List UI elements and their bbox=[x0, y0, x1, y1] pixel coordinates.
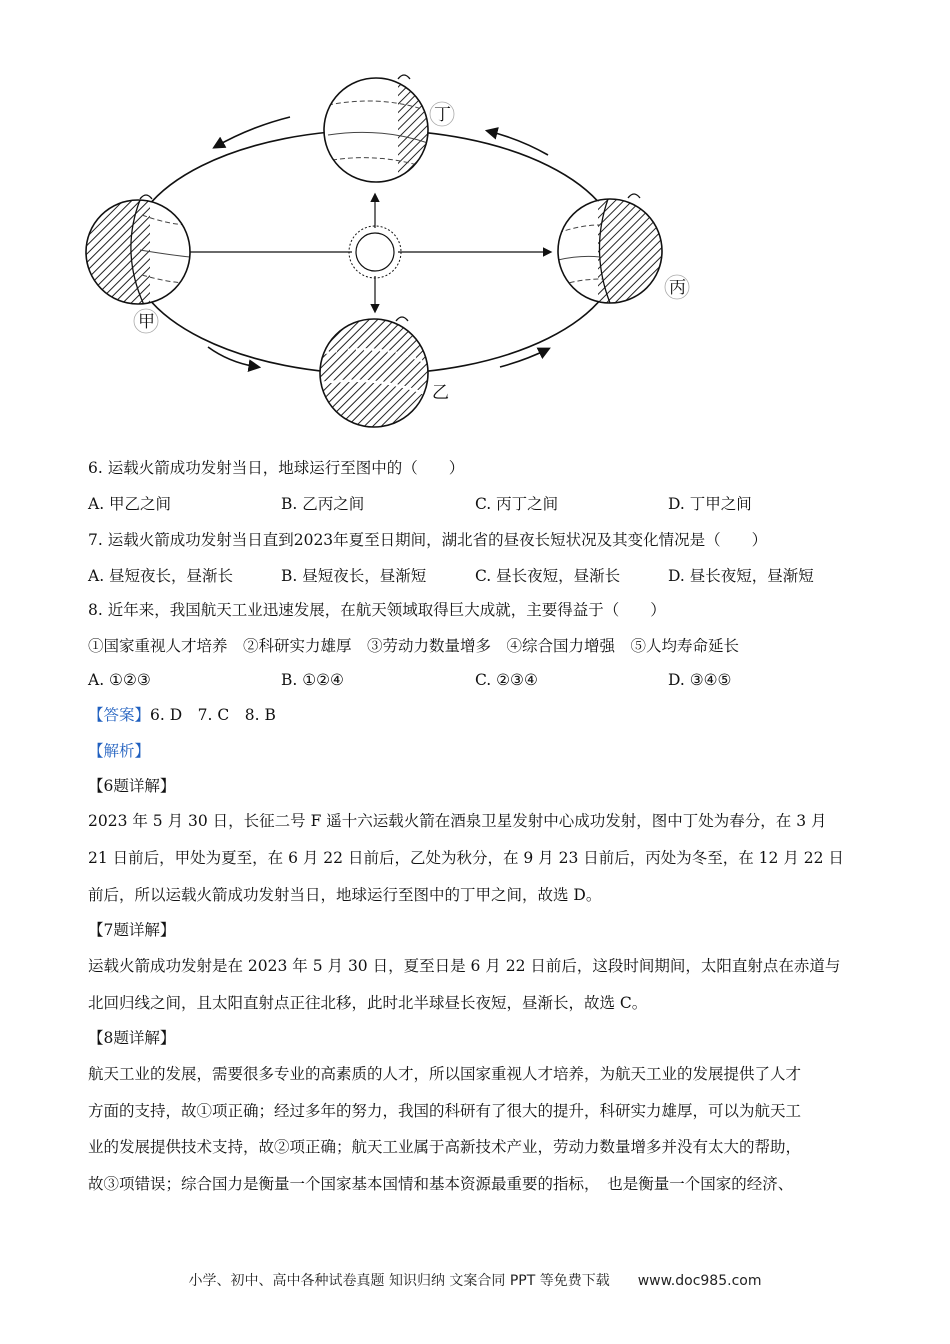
d6-line-1: 2023 年 5 月 30 日，长征二号 F 遥十六运载火箭在酒泉卫星发射中心成功发射，图中丁处为春分，在 3 月 bbox=[88, 812, 827, 830]
orbit-arrow-top-left bbox=[215, 117, 290, 147]
answer-tag: 【答案】 bbox=[88, 706, 151, 724]
q6-stem: 6. 运载火箭成功发射当日，地球运行至图中的（ ） bbox=[88, 459, 465, 477]
q7-option-c: C. 昼长夜短，昼渐长 bbox=[475, 567, 621, 585]
d6-line-2: 21 日前后，甲处为夏至，在 6 月 22 日前后，乙处为秋分，在 9 月 23 日前后，丙处为冬至，在 12 月 22 日 bbox=[88, 849, 844, 867]
q8-option-a: A. ①②③ bbox=[88, 671, 151, 689]
label-jia: 甲 bbox=[138, 312, 155, 332]
label-ding: 丁 bbox=[434, 105, 451, 125]
q8-items: ①国家重视人才培养 ②科研实力雄厚 ③劳动力数量增多 ④综合国力增强 ⑤人均寿命延长 bbox=[88, 637, 740, 655]
q7-option-b: B. 昼短夜长，昼渐短 bbox=[281, 567, 427, 585]
d8-line-3: 业的发展提供技术支持，故②项正确；航天工业属于高新技术产业，劳动力数量增多并没有太大的帮助， bbox=[88, 1138, 802, 1156]
orbit-arrow-top-right bbox=[488, 131, 548, 155]
label-yi: 乙 bbox=[432, 383, 449, 403]
q6-option-c: C. 丙丁之间 bbox=[475, 495, 559, 513]
q8-option-b: B. ①②④ bbox=[281, 671, 344, 689]
footer-text: 小学、初中、高中各种试卷真题 知识归纳 文案合同 PPT 等免费下载 www.doc985.com bbox=[188, 1273, 762, 1289]
earth-jia bbox=[80, 195, 190, 315]
q6-option-a: A. 甲乙之间 bbox=[88, 495, 172, 513]
orbit-diagram bbox=[80, 65, 720, 440]
orbit-arrow-bottom-right bbox=[500, 349, 548, 367]
q8-option-c: C. ②③④ bbox=[475, 671, 538, 689]
q7-stem: 7. 运载火箭成功发射当日直到2023年夏至日期间，湖北省的昼夜长短状况及其变化情况是（ ） bbox=[88, 531, 768, 549]
label-bing: 丙 bbox=[669, 278, 686, 298]
q6-option-d: D. 丁甲之间 bbox=[668, 495, 752, 513]
q8-stem: 8. 近年来，我国航天工业迅速发展，在航天领域取得巨大成就，主要得益于（ ） bbox=[88, 601, 666, 619]
d8-line-1: 航天工业的发展，需要很多专业的高素质的人才，所以国家重视人才培养，为航天工业的发展提供了人才 bbox=[88, 1065, 802, 1083]
analysis-tag: 【解析】 bbox=[88, 742, 151, 760]
q7-option-d: D. 昼长夜短，昼渐短 bbox=[668, 567, 814, 585]
earth-ding bbox=[324, 65, 438, 195]
d6-title: 【6题详解】 bbox=[88, 777, 176, 795]
earth-yi bbox=[310, 315, 440, 435]
d8-line-2: 方面的支持，故①项正确；经过多年的努力，我国的科研有了很大的提升，科研实力雄厚，可以为航天工 bbox=[88, 1102, 802, 1120]
d7-line-2: 北回归线之间，且太阳直射点正往北移，此时北半球昼长夜短，昼渐长，故选 C。 bbox=[88, 994, 648, 1012]
q7-option-a: A. 昼短夜长，昼渐长 bbox=[88, 567, 234, 585]
answer-line bbox=[88, 705, 276, 725]
earth-bing bbox=[558, 194, 668, 315]
d7-line-1: 运载火箭成功发射是在 2023 年 5 月 30 日，夏至日是 6 月 22 日前后，这段时间期间，太阳直射点在赤道与 bbox=[88, 957, 841, 975]
d8-line-4: 故③项错误；综合国力是衡量一个国家基本国情和基本资源最重要的指标， 也是衡量一个国家的经济、 bbox=[88, 1175, 794, 1193]
sun-icon bbox=[349, 226, 401, 278]
d6-line-3: 前后，所以运载火箭成功发射当日，地球运行至图中的丁甲之间，故选 D。 bbox=[88, 886, 602, 904]
d8-title: 【8题详解】 bbox=[88, 1029, 176, 1047]
q6-option-b: B. 乙丙之间 bbox=[281, 495, 365, 513]
d7-title: 【7题详解】 bbox=[88, 921, 176, 939]
q8-option-d: D. ③④⑤ bbox=[668, 671, 732, 689]
answer-text: 6. D 7. C 8. B bbox=[150, 706, 276, 724]
